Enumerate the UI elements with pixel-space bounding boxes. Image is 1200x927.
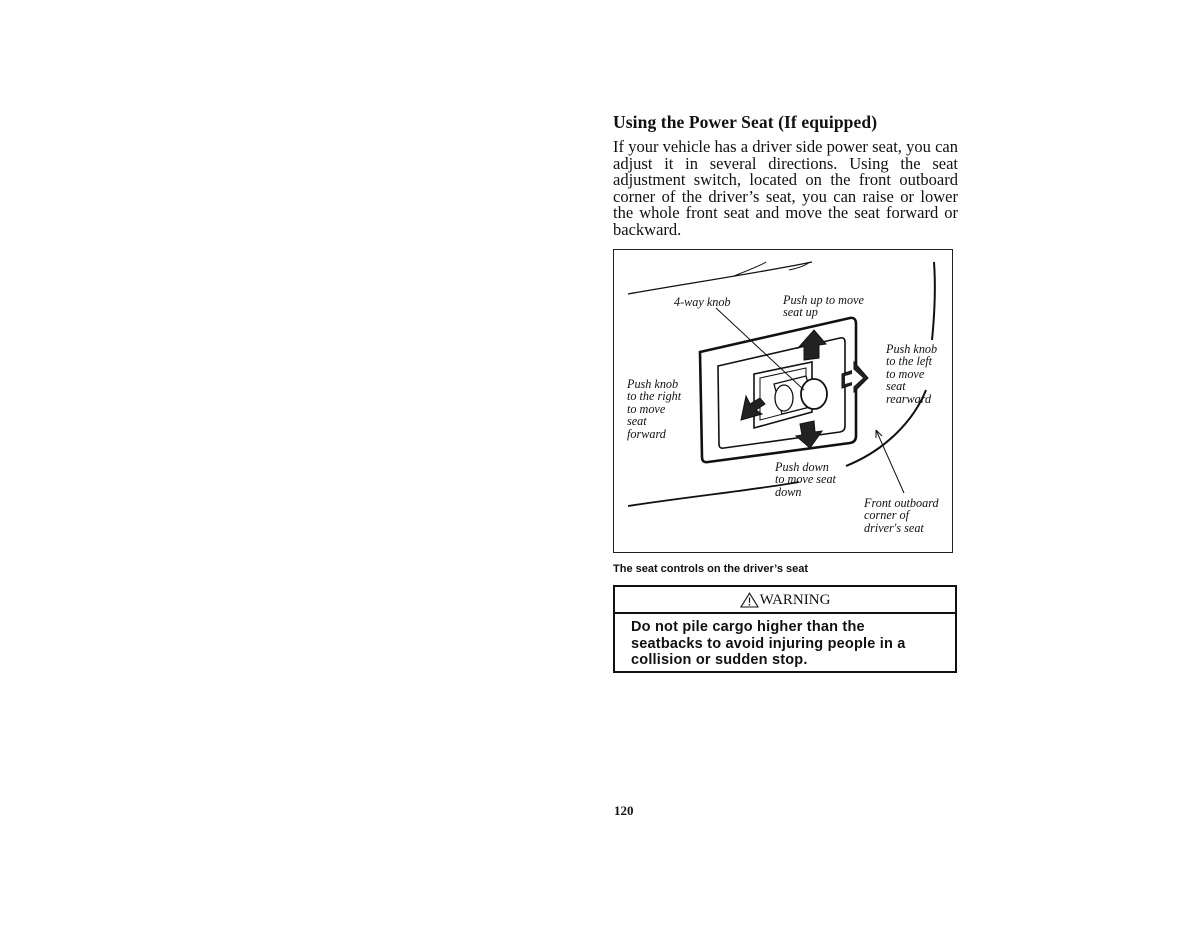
warning-triangle-icon xyxy=(740,592,759,608)
warning-body: Do not pile cargo higher than the seatbacks to avoid injuring people in a collision or sudden stop. xyxy=(631,619,906,668)
warning-header xyxy=(615,587,955,614)
label-4-way-knob: 4-way knob xyxy=(674,295,731,309)
page-number: 120 xyxy=(614,803,634,818)
label-front-outboard-corner: Front outboard corner of driver's seat xyxy=(864,496,939,535)
warning-title: WARNING xyxy=(759,591,831,608)
section-title: Using the Power Seat (If equipped) xyxy=(613,112,878,132)
warning-box xyxy=(613,585,957,673)
section-body-text: If your vehicle has a driver side power seat, you can adjust it in several directions. Using the seat adjustment switch, located on the front outboard corner of the driver’s seat, you can raise or lower the whole front seat and move the seat forward or backward. xyxy=(613,137,958,239)
label-push-down: Push down to move seat down xyxy=(775,460,836,499)
label-push-right: Push knob to the right to move seat forward xyxy=(627,377,682,441)
label-push-up: Push up to move seat up xyxy=(783,293,864,320)
figure-caption: The seat controls on the driver’s seat xyxy=(613,563,809,575)
label-push-left: Push knob to the left to move seat rearward xyxy=(886,342,938,406)
seat-control-figure xyxy=(613,249,953,553)
